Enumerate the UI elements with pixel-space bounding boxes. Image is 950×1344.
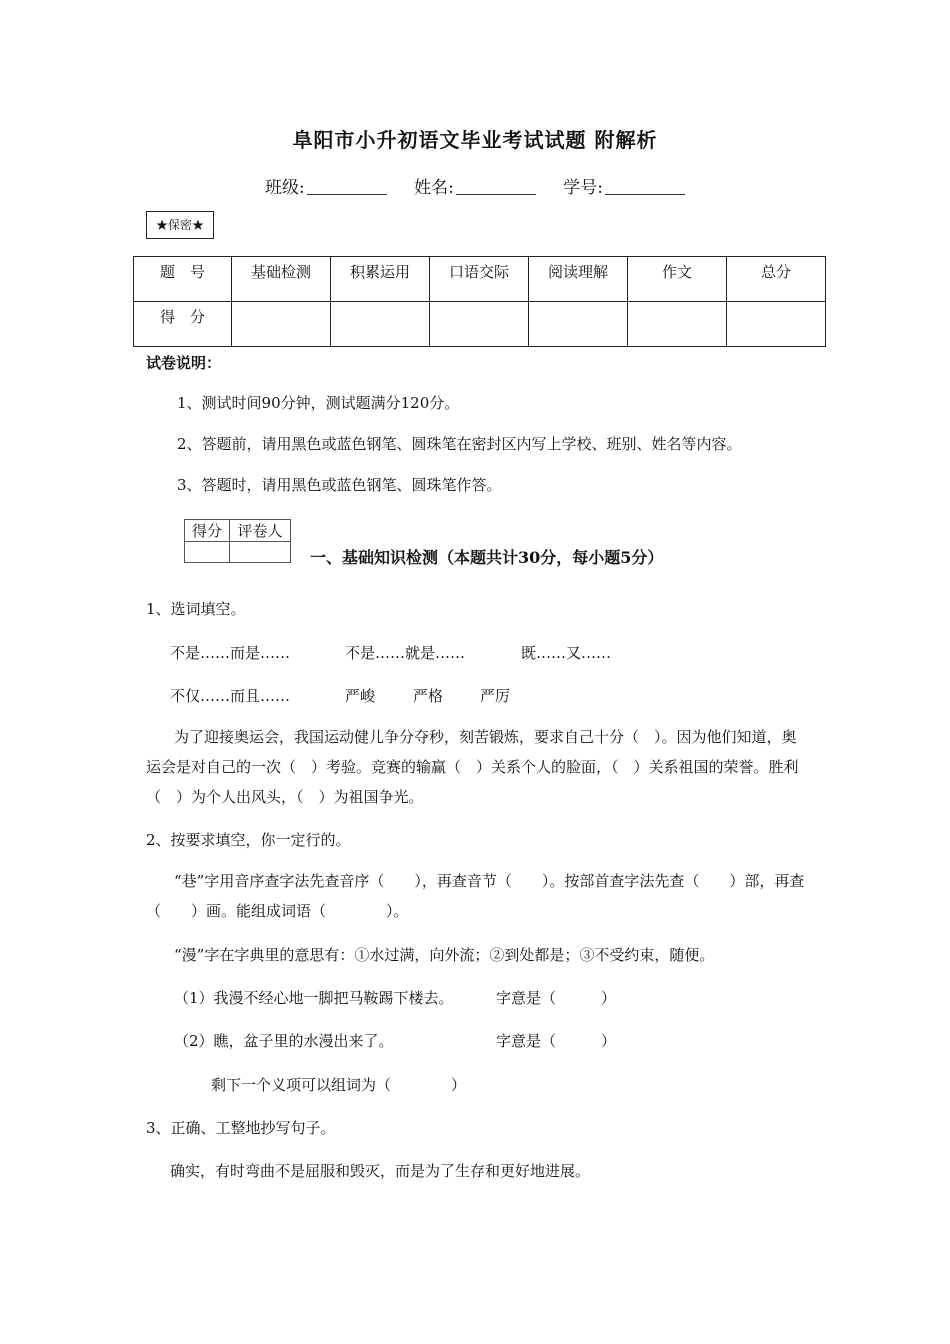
score-row-label: 得 分 — [134, 302, 232, 347]
instructions-heading: 试卷说明： — [146, 354, 222, 372]
word-option: 严峻 — [345, 687, 376, 705]
score-cell[interactable] — [529, 302, 628, 347]
page-title: 阜阳市小升初语文毕业考试试题 附解析 — [292, 128, 658, 152]
word-option: 既……又…… — [521, 644, 612, 662]
name-blank[interactable] — [456, 178, 536, 195]
header-cell: 口语交际 — [430, 257, 529, 302]
word-option: 不是……而是…… — [170, 644, 291, 662]
id-label: 学号: — [563, 178, 603, 198]
grader-name-cell[interactable] — [230, 542, 291, 563]
score-table-score-row — [134, 302, 826, 347]
q2-sub-answer: 字意是（ ） — [496, 1032, 617, 1050]
header-cell: 题 号 — [134, 257, 232, 302]
word-option: 严格 — [413, 687, 444, 705]
word-option: 不仅……而且…… — [170, 687, 291, 705]
word-option: 不是……就是…… — [345, 644, 466, 662]
instruction-item: 1、测试时间90分钟，测试题满分120分。 — [177, 394, 460, 412]
score-cell[interactable] — [628, 302, 727, 347]
score-cell[interactable] — [232, 302, 331, 347]
q3-sentence: 确实，有时弯曲不是屈服和毁灭，而是为了生存和更好地进展。 — [170, 1162, 591, 1180]
q2-sub-question: （2）瞧，盆子里的水漫出来了。 — [174, 1032, 394, 1050]
header-cell: 阅读理解 — [529, 257, 628, 302]
header-cell: 基础检测 — [232, 257, 331, 302]
grader-name-label: 评卷人 — [230, 520, 291, 542]
grader-score-cell[interactable] — [185, 542, 230, 563]
q1-passage: 为了迎接奥运会，我国运动健儿争分夺秒，刻苦锻炼，要求自己十分（ ）。因为他们知道，奥运会是对自己的一次（ ）考验。竞赛的输赢（ ）关系个人的脸面，（ ）关系祖国的荣誉。胜利（ ）为个人出风头，（ ）为祖国争光。 — [146, 728, 799, 806]
q2-paragraph: “巷”字用音序查字法先查音序（ ），再查音节（ ）。按部首查字法先查（ ）部，再查（ ）画。能组成词语（ ）。 — [146, 872, 805, 920]
header-cell: 积累运用 — [331, 257, 430, 302]
score-table-header-row — [134, 257, 826, 302]
q2-remaining: 剩下一个义项可以组词为（ ） — [211, 1076, 467, 1094]
q2-sub-question: （1）我漫不经心地一脚把马鞍踢下楼去。 — [174, 989, 454, 1007]
score-cell[interactable] — [331, 302, 430, 347]
secret-badge: ★保密★ — [146, 211, 214, 239]
question-stem: 2、按要求填空，你一定行的。 — [146, 831, 351, 849]
score-cell[interactable] — [727, 302, 826, 347]
instruction-item: 3、答题时，请用黑色或蓝色钢笔、圆珠笔作答。 — [177, 476, 502, 494]
q2-definitions: “漫”字在字典里的意思有：①水过满，向外流；②到处都是；③不受约束，随便。 — [174, 946, 715, 964]
header-cell: 总分 — [727, 257, 826, 302]
class-blank[interactable] — [307, 178, 387, 195]
score-cell[interactable] — [430, 302, 529, 347]
instruction-item: 2、答题前，请用黑色或蓝色钢笔、圆珠笔在密封区内写上学校、班别、姓名等内容。 — [177, 435, 742, 453]
header-cell: 作文 — [628, 257, 727, 302]
q2-sub-answer: 字意是（ ） — [496, 989, 617, 1007]
section-title: 一、基础知识检测（本题共计30分，每小题5分） — [310, 548, 664, 567]
question-stem: 1、选词填空。 — [146, 600, 246, 618]
grader-box — [184, 519, 291, 563]
word-option: 严厉 — [480, 687, 511, 705]
class-label: 班级: — [264, 178, 305, 198]
question-stem: 3、正确、工整地抄写句子。 — [146, 1119, 336, 1137]
name-label: 姓名: — [414, 178, 454, 198]
id-blank[interactable] — [605, 178, 685, 195]
score-table — [133, 256, 826, 347]
student-info-line — [0, 173, 950, 198]
grader-score-label: 得分 — [185, 520, 230, 542]
